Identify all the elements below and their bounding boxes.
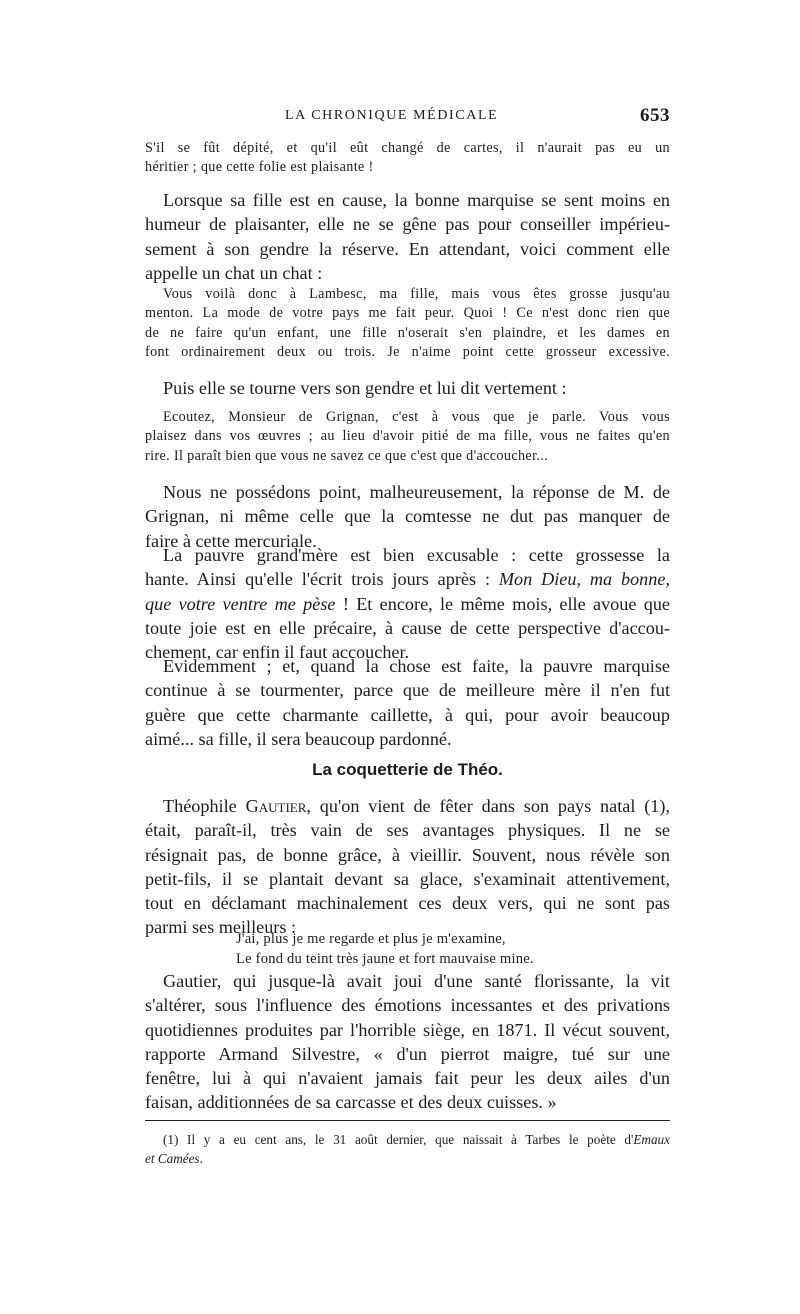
italic-quote: que votre ventre me pèse: [145, 593, 336, 614]
text-line: [145, 1131, 670, 1150]
text-line: S'il se fût dépité, et qu'il eût changé de cartes, il n'aurait pas eu un: [145, 140, 670, 156]
text-line: toute joie est en elle précaire, à cause de cette perspective d'accou-: [145, 617, 670, 638]
quote-block-2: [145, 285, 670, 363]
text-span: , qu'on vient de fêter dans son pays natal (1),: [306, 796, 670, 816]
italic-quote: Mon Dieu, ma bonne,: [498, 569, 670, 590]
text-line: continue à se tourmenter, parce que de meilleure mère il n'en fut: [145, 680, 670, 701]
text-line: Ecoutez, Monsieur de Grignan, c'est à vous que je parle. Vous vous: [163, 409, 670, 425]
text-line: quotidiennes produites par l'horrible siège, en 1871. Il vécut souvent,: [145, 1019, 670, 1040]
text-line: plaisez dans vos œuvres ; au lieu d'avoir pitié de ma fille, vous ne faites qu'en: [145, 428, 670, 445]
quote-block-3: [145, 408, 670, 466]
page-header: [145, 105, 670, 129]
text-line: aimé... sa fille, il sera beaucoup pardonné.: [145, 728, 452, 749]
quote-block-1: [145, 139, 670, 178]
text-line: [145, 794, 670, 818]
paragraph-2: [145, 376, 670, 400]
text-line: humeur de plaisanter, elle ne se gêne pas pour conseiller impérieu-: [145, 214, 670, 235]
italic-title: et Camées: [145, 1150, 200, 1166]
text-line: petit-fils, il se plantait devant sa glace, s'examinait attentivement,: [145, 868, 670, 889]
italic-title: Emaux: [633, 1132, 670, 1147]
page-number: 653: [640, 105, 670, 126]
paragraph-6: [145, 794, 670, 940]
text-line: Nous ne possédons point, malheureusement, la réponse de M. de: [163, 482, 670, 502]
text-line: guère que cette charmante caillette, à qui, pour avoir beaucoup: [145, 704, 670, 725]
text-span: .: [199, 1150, 203, 1166]
running-title: LA CHRONIQUE MÉDICALE: [285, 108, 499, 123]
text-line: rapporte Armand Silvestre, « d'un pierrot maigre, tué sur une: [145, 1043, 670, 1064]
footnote-divider: [145, 1120, 670, 1121]
text-line: Gautier, qui jusque-là avait joui d'une santé florissante, la vit: [163, 971, 670, 991]
paragraph-5: [145, 654, 670, 751]
text-line: rire. Il paraît bien que vous ne savez ce que c'est que d'accoucher...: [145, 447, 549, 464]
text-line: héritier ; que cette folie est plaisante !: [145, 159, 374, 176]
text-line: [145, 1150, 670, 1169]
text-line: menton. La mode de votre pays me fait peur. Quoi ! Ce n'est donc rien que: [145, 305, 670, 322]
text-line: faisan, additionnées de sa carcasse et des deux cuisses. »: [145, 1092, 557, 1113]
text-line: tout en déclamant machinalement ces deux vers, qui ne sont pas: [145, 893, 670, 914]
text-line: faire à cette mercuriale.: [145, 530, 317, 551]
text-span: (1) Il y a eu cent ans, le 31 août dernier, que naissait à Tarbes le poète d': [163, 1132, 634, 1147]
text-line: appelle un chat un chat :: [145, 262, 323, 283]
text-line: [145, 592, 670, 616]
text-line: Vous voilà donc à Lambesc, ma fille, mais vous êtes grosse jusqu'au: [163, 286, 670, 302]
text-line: sement à son gendre la réserve. En attendant, voici comment elle: [145, 238, 670, 259]
text-line: chement, car enfin il faut accoucher.: [145, 642, 410, 663]
text-line: Grignan, ni même celle que la comtesse ne dut pas manquer de: [145, 506, 670, 527]
verse-block: [236, 930, 636, 969]
footnote: [145, 1131, 670, 1168]
text-line: Lorsque sa fille est en cause, la bonne marquise se sent moins en: [163, 190, 670, 210]
text-line: Puis elle se tourne vers son gendre et lui dit vertement :: [163, 378, 567, 398]
text-line: font ordinairement deux ou trois. Je n'aime point cette grosseur excessive.: [145, 344, 670, 361]
text-line: s'altérer, sous l'influence des émotions incessantes et des privations: [145, 995, 670, 1016]
paragraph-1: [145, 188, 670, 285]
text-span: ! Et encore, le même mois, elle avoue que: [335, 593, 670, 614]
verse-line: Le fond du teint très jaune et fort mauvaise mine.: [236, 950, 534, 967]
paragraph-7: [145, 969, 670, 1115]
author-name: Gautier: [245, 796, 307, 816]
text-line: était, paraît-il, très vain de ses avantages physiques. Il ne se: [145, 820, 670, 841]
paragraph-3: [145, 480, 670, 553]
paragraph-4: [145, 543, 670, 664]
text-span: Théophile: [163, 796, 237, 816]
text-span: hante. Ainsi qu'elle l'écrit trois jours après :: [145, 569, 490, 590]
section-title: La coquetterie de Théo.: [312, 760, 503, 779]
text-line: [145, 567, 670, 591]
text-line: de ne faire qu'un enfant, une fille n'oserait s'en plaindre, et les dames en: [145, 324, 670, 341]
text-line: Evidemment ; et, quand la chose est faite, la pauvre marquise: [163, 656, 670, 676]
text-line: résignait pas, de bonne grâce, à vieillir. Souvent, nous révèle son: [145, 844, 670, 865]
text-line: parmi ses meilleurs :: [145, 917, 297, 938]
text-line: fenêtre, lui à qui n'avaient jamais fait peur les deux ailes d'un: [145, 1068, 670, 1089]
text-line: La pauvre grand'mère est bien excusable : cette grossesse la: [163, 545, 670, 565]
verse-line: J'ai, plus je me regarde et plus je m'examine,: [236, 931, 506, 947]
